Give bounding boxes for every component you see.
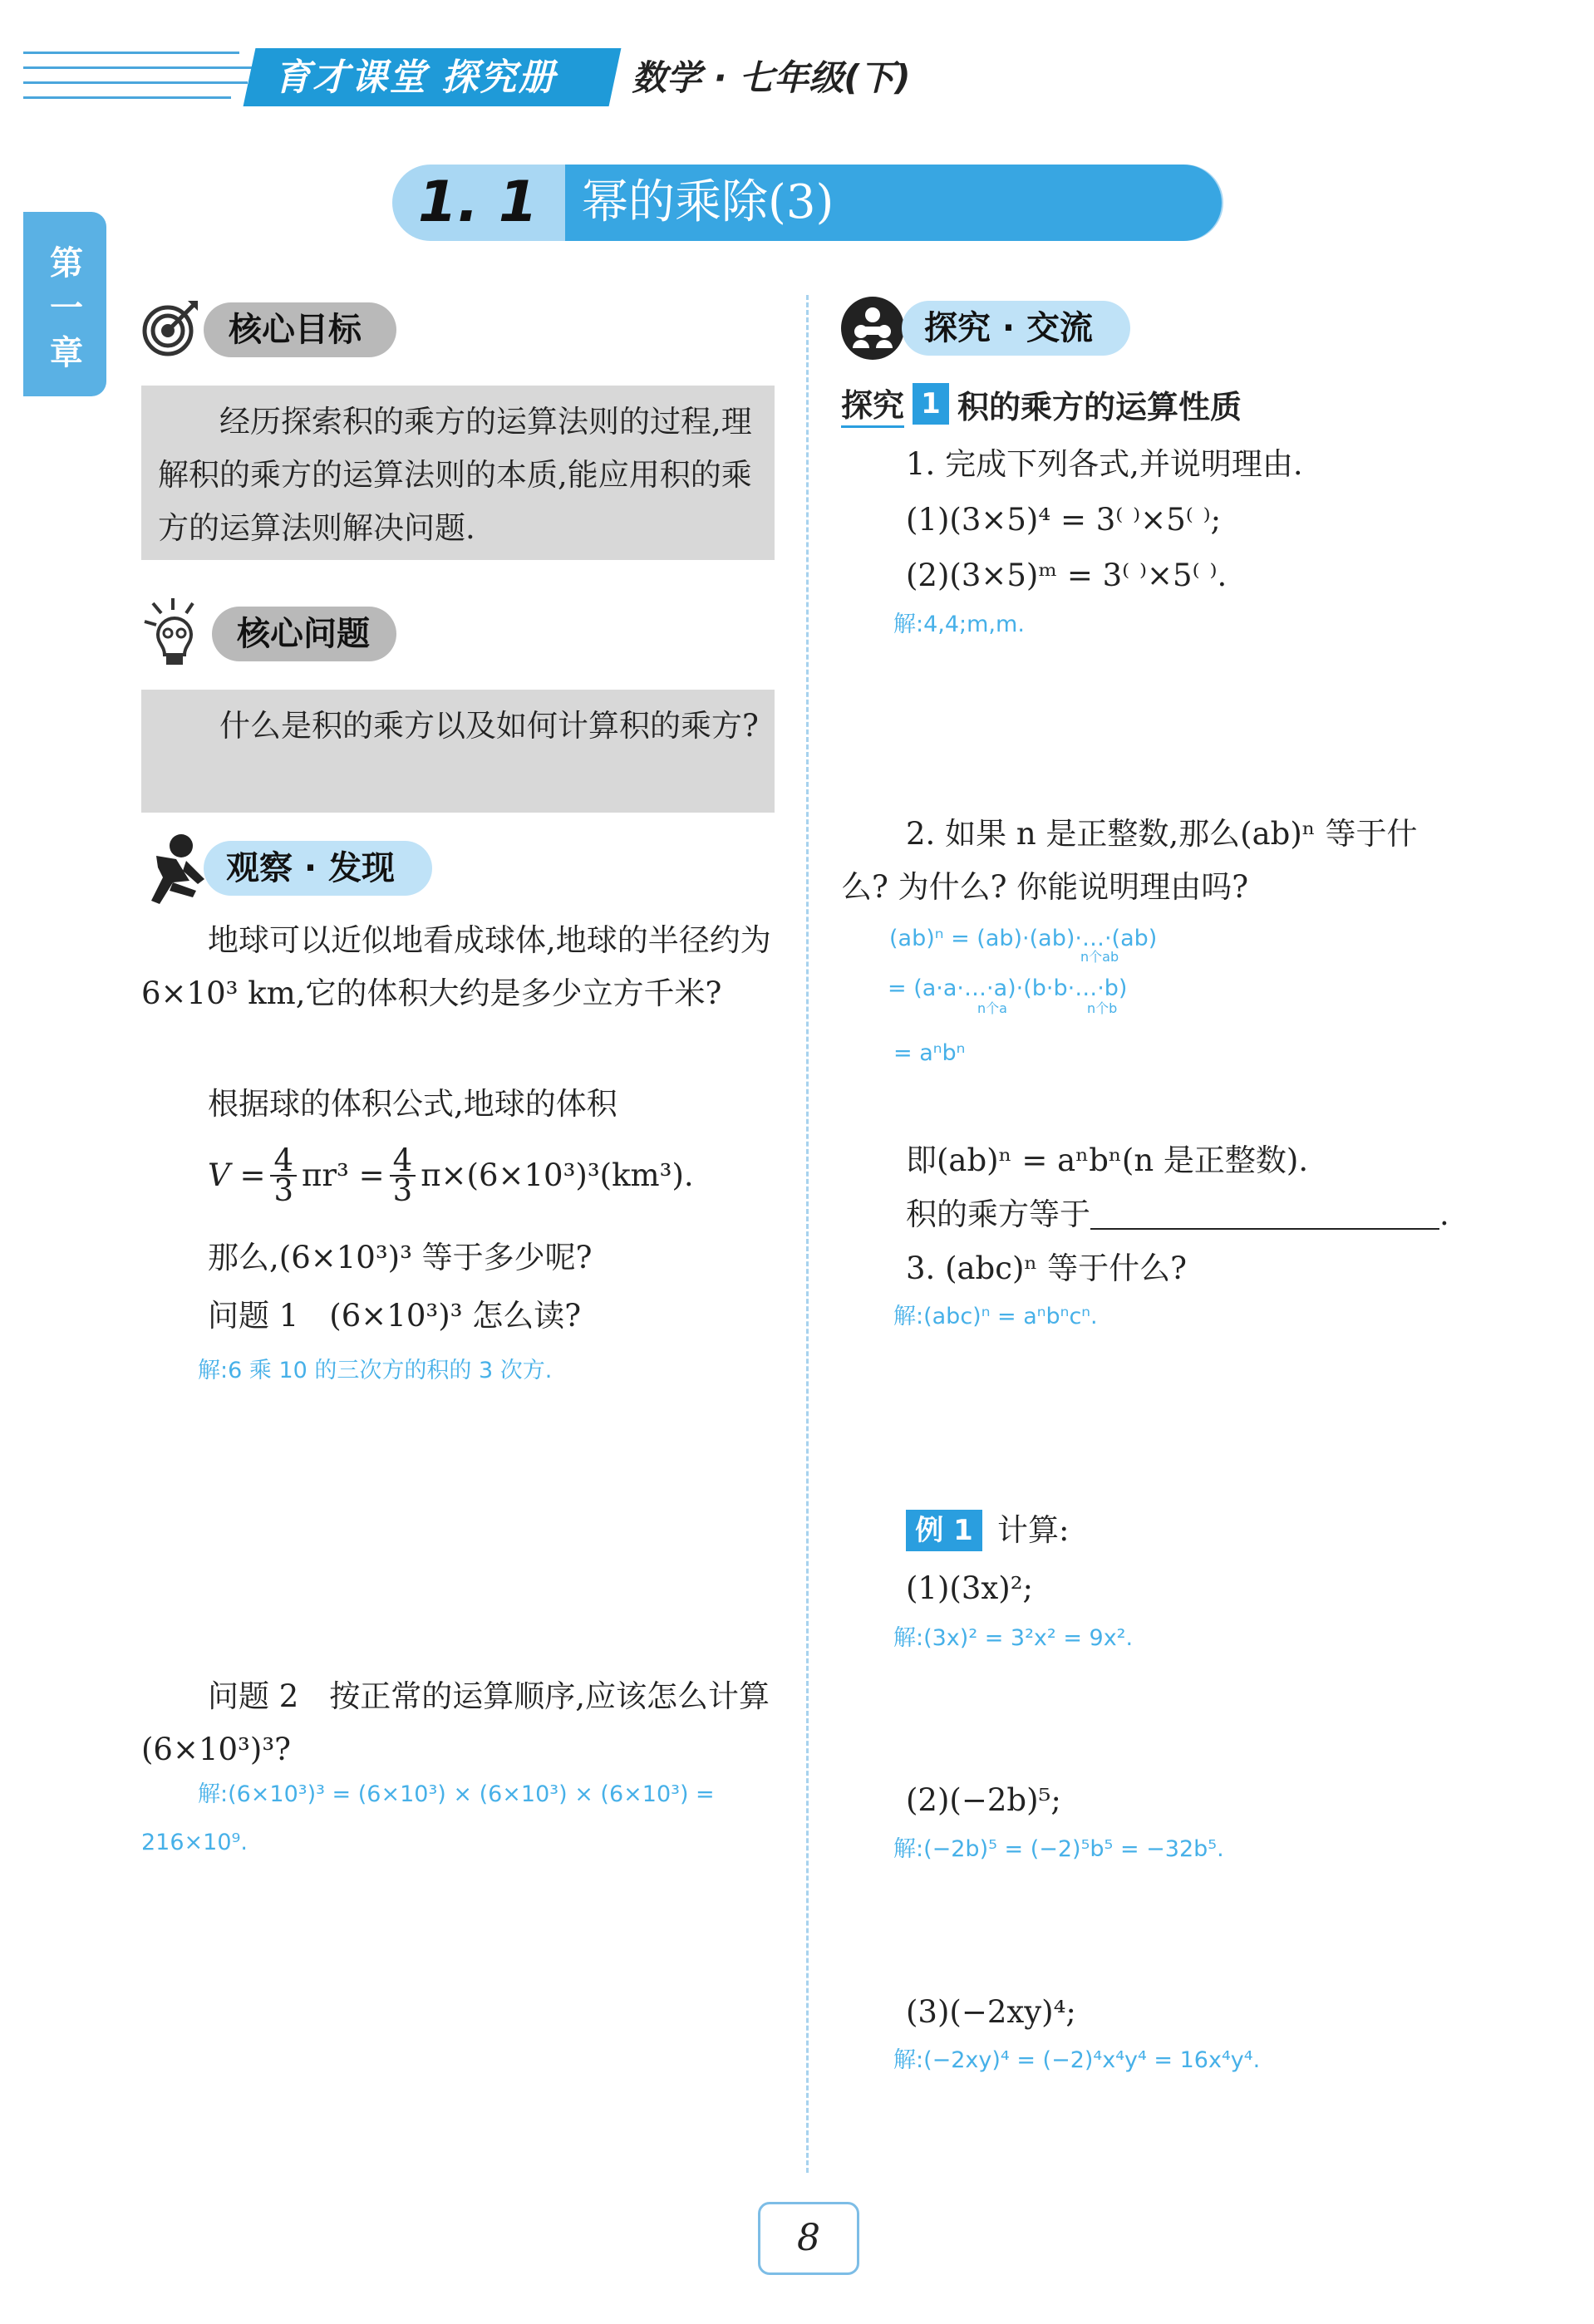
example-problem-3: (3)(−2xy)⁴;: [906, 1994, 1076, 2030]
example-solution-1: 解:(3x)² = 3²x² = 9x².: [893, 1625, 1134, 1651]
explore-conclusion-1: 即(ab)ⁿ = aⁿbⁿ(n 是正整数).: [906, 1142, 1309, 1178]
explore-label: 探究 · 交流: [924, 309, 1094, 347]
explore-conclusion-2-text: 积的乘方等于: [906, 1196, 1090, 1232]
answer-2-line-1: 解:(6×10³)³ = (6×10³) × (6×10³) × (6×10³) =: [198, 1781, 715, 1807]
explore-answer-2-line-2: = (a·a·…·a)·(b·b·…·b): [888, 975, 1128, 1001]
observe-paragraph-1: 地球可以近似地看成球体,地球的半径约为6×10³ km,它的体积大约是多少立方千米?: [141, 922, 771, 1011]
header-decoration-lines: [23, 43, 273, 110]
fraction-4-3-b: [390, 1142, 416, 1208]
explore-heading-number: 1: [913, 383, 949, 425]
example-problem-2: (2)(−2b)⁵;: [906, 1782, 1061, 1818]
volume-formula: [208, 1142, 790, 1209]
core-goal-text: 经历探索积的乘方的运算法则的过程,理解积的乘方的运算法则的本质,能应用积的乘方的运算法则解决问题.: [158, 404, 752, 546]
example-prompt: 计算:: [997, 1512, 1070, 1548]
explore-question-1a: (1)(3×5)⁴ = 3⁽ ⁾×5⁽ ⁾;: [906, 502, 1222, 538]
explore-question-2-line-2: 么? 为什么? 你能说明理由吗?: [841, 869, 1249, 905]
question-2: 问题 2 按正常的运算顺序,应该怎么计算(6×10³)³?: [141, 1678, 770, 1767]
observe-paragraph-2: 根据球的体积公式,地球的体积: [208, 1086, 617, 1122]
explore-group-icon: [839, 295, 906, 361]
example-solution-3: 解:(−2xy)⁴ = (−2)⁴x⁴y⁴ = 16x⁴y⁴.: [893, 2047, 1261, 2073]
page-number: 8: [797, 2217, 820, 2259]
formula-left: V =: [208, 1157, 266, 1193]
section-title: 幂的乘除(3): [582, 175, 834, 229]
answer-1: 解:6 乘 10 的三次方的积的 3 次方.: [198, 1358, 553, 1383]
example-solution-2: 解:(−2b)⁵ = (−2)⁵b⁵ = −32b⁵.: [893, 1836, 1224, 1862]
explore-question-1b: (2)(3×5)ᵐ = 3⁽ ⁾×5⁽ ⁾.: [906, 558, 1227, 593]
explore-heading: [841, 378, 1242, 430]
observe-paragraph-3: 那么,(6×10³)³ 等于多少呢?: [208, 1240, 593, 1275]
formula-right: π×(6×10³)³(km³).: [421, 1157, 694, 1193]
example-tag: 例 1: [906, 1510, 982, 1551]
explore-question-2-line-1: 2. 如果 n 是正整数,那么(ab)ⁿ 等于什: [906, 816, 1418, 852]
section-number: 1. 1: [417, 170, 539, 235]
question-1: 问题 1 (6×10³)³ 怎么读?: [208, 1298, 582, 1334]
formula-mid: πr³ =: [302, 1157, 385, 1193]
explore-heading-text: 积的乘方的运算性质: [957, 388, 1242, 425]
explore-answer-2-note-1: n个ab: [1080, 949, 1119, 965]
fraction-denominator: 3: [273, 1172, 294, 1208]
observe-label: 观察 · 发现: [226, 849, 396, 887]
header-subject: 数学 · 七年级(下): [632, 57, 911, 98]
target-icon: [141, 299, 199, 357]
fraction-numerator: 4: [390, 1147, 416, 1177]
explore-answer-3: 解:(abc)ⁿ = aⁿbⁿcⁿ.: [893, 1304, 1098, 1329]
answer-2-line-2: 216×10⁹.: [141, 1830, 248, 1855]
explore-conclusion-2: [906, 1188, 1571, 1241]
core-question-label: 核心问题: [237, 615, 370, 653]
explore-question-1: 1. 完成下列各式,并说明理由.: [906, 446, 1303, 482]
core-goal-label: 核心目标: [229, 311, 362, 349]
header-banner-text: 育才课堂 探究册: [274, 57, 557, 99]
chapter-tab-label: 第一章: [50, 244, 83, 372]
explore-answer-2-note-2: n个a n个b: [977, 1000, 1118, 1016]
fraction-numerator: 4: [270, 1147, 297, 1177]
explore-answer-1: 解:4,4;m,m.: [893, 612, 1025, 637]
explore-answer-2-line-1: (ab)ⁿ = (ab)·(ab)·…·(ab): [889, 926, 1158, 951]
explore-answer-2-line-3: = aⁿbⁿ: [893, 1040, 966, 1066]
lightbulb-icon: [140, 597, 214, 668]
fill-in-blank[interactable]: [1090, 1203, 1439, 1230]
explore-conclusion-2-end: .: [1439, 1196, 1449, 1232]
column-divider: [806, 295, 809, 2173]
fraction-denominator: 3: [392, 1172, 413, 1208]
example-heading: [906, 1504, 1069, 1557]
fraction-4-3-a: [270, 1142, 297, 1208]
explore-question-3: 3. (abc)ⁿ 等于什么?: [906, 1250, 1188, 1286]
core-question-text: 什么是积的乘方以及如何计算积的乘方?: [219, 708, 759, 744]
example-problem-1: (1)(3x)²;: [906, 1570, 1033, 1606]
explore-heading-word: 探究: [841, 380, 904, 428]
